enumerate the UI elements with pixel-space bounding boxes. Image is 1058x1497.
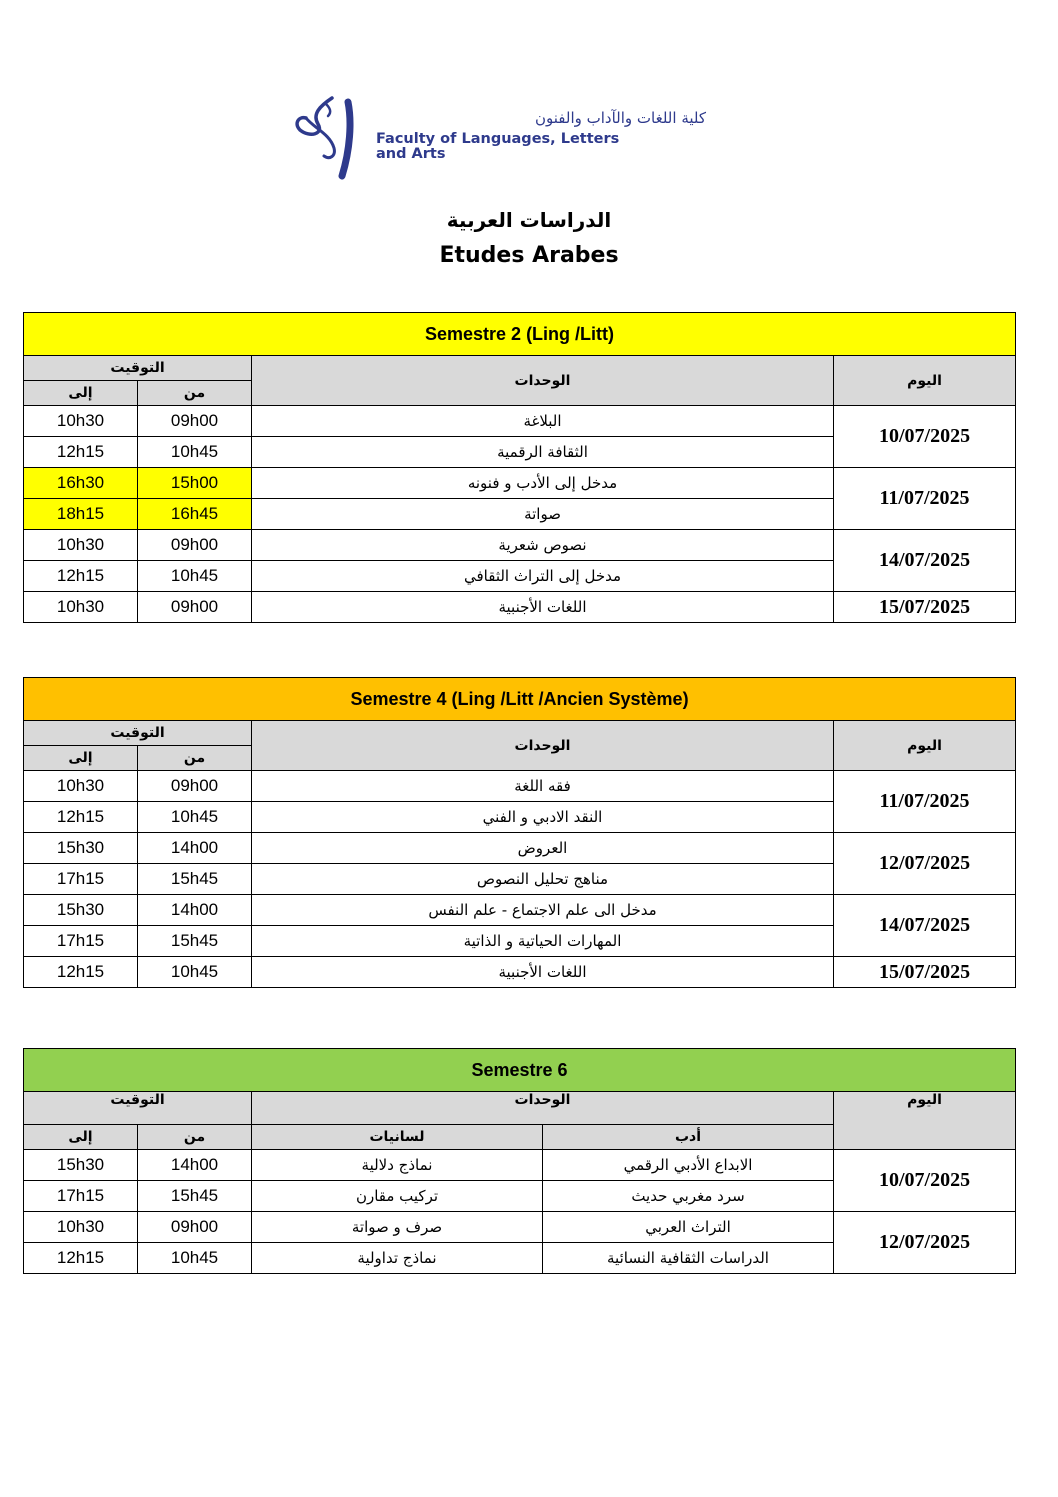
- faculty-logo: [290, 94, 720, 180]
- time-to: 18h15: [24, 499, 138, 530]
- time-from: 10h45: [138, 1243, 252, 1274]
- time-to: 12h15: [24, 802, 138, 833]
- unit-name: البلاغة: [252, 406, 834, 437]
- time-to: 10h30: [24, 1212, 138, 1243]
- time-from: 10h45: [138, 437, 252, 468]
- time-from: 15h00: [138, 468, 252, 499]
- exam-date: 14/07/2025: [834, 530, 1016, 592]
- unit-name: فقه اللغة: [252, 771, 834, 802]
- unit-name: مناهج تحليل النصوص: [252, 864, 834, 895]
- table-row: [24, 1212, 1016, 1243]
- time-to: 10h30: [24, 771, 138, 802]
- lisaniyat-header: لسانيات: [252, 1125, 543, 1150]
- time-from: 09h00: [138, 771, 252, 802]
- linguistics-unit: صرف و صواتة: [252, 1212, 543, 1243]
- time-from: 09h00: [138, 406, 252, 437]
- time-from: 15h45: [138, 926, 252, 957]
- exam-date: 12/07/2025: [834, 1212, 1016, 1274]
- faculty-emblem-icon: [290, 94, 360, 180]
- time-from: 09h00: [138, 592, 252, 623]
- time-from: 10h45: [138, 561, 252, 592]
- unit-name: مدخل الى علم الاجتماع - علم النفس: [252, 895, 834, 926]
- to-header: إلى: [24, 381, 138, 406]
- day-header: اليوم: [834, 356, 1016, 406]
- time-to: 15h30: [24, 833, 138, 864]
- page-title-arabic: الدراسات العربية: [446, 208, 612, 232]
- timing-header: التوقيت: [24, 356, 252, 381]
- semester6-title: Semestre 6: [24, 1049, 1016, 1092]
- logo-english-line2: and Arts: [376, 146, 446, 162]
- units-header: الوحدات: [252, 1092, 834, 1125]
- table-row: [24, 468, 1016, 499]
- linguistics-unit: نماذج دلالية: [252, 1150, 543, 1181]
- exam-date: 15/07/2025: [834, 592, 1016, 623]
- time-to: 12h15: [24, 1243, 138, 1274]
- table-row: [24, 957, 1016, 988]
- exam-date: 11/07/2025: [834, 468, 1016, 530]
- unit-name: المهارات الحياتية و الذاتية: [252, 926, 834, 957]
- logo-arabic-text: كلية اللغات والآداب والفنون: [535, 109, 706, 127]
- time-to: 16h30: [24, 468, 138, 499]
- unit-name: اللغات الأجنبية: [252, 957, 834, 988]
- to-header: إلى: [24, 746, 138, 771]
- table-row: [24, 833, 1016, 864]
- time-from: 14h00: [138, 1150, 252, 1181]
- timing-header: التوقيت: [24, 721, 252, 746]
- exam-date: 10/07/2025: [834, 1150, 1016, 1212]
- page-title-french: Etudes Arabes: [439, 243, 619, 268]
- time-from: 15h45: [138, 1181, 252, 1212]
- semester6-table: [23, 1048, 1016, 1274]
- time-to: 15h30: [24, 1150, 138, 1181]
- literature-unit: الدراسات الثقافية النسائية: [543, 1243, 834, 1274]
- day-header: اليوم: [834, 721, 1016, 771]
- table-row: [24, 771, 1016, 802]
- timing-header: التوقيت: [24, 1092, 252, 1125]
- linguistics-unit: تركيب مقارن: [252, 1181, 543, 1212]
- linguistics-unit: نماذج تداولية: [252, 1243, 543, 1274]
- unit-name: الثقافة الرقمية: [252, 437, 834, 468]
- semester2-title: Semestre 2 (Ling /Litt): [24, 313, 1016, 356]
- semester2-table: [23, 312, 1016, 623]
- unit-name: النقد الادبي و الفني: [252, 802, 834, 833]
- time-to: 12h15: [24, 957, 138, 988]
- literature-unit: سرد مغربي حديث: [543, 1181, 834, 1212]
- logo-english-text: [376, 132, 619, 162]
- time-from: 15h45: [138, 864, 252, 895]
- time-to: 17h15: [24, 1181, 138, 1212]
- time-from: 09h00: [138, 1212, 252, 1243]
- time-to: 12h15: [24, 437, 138, 468]
- literature-unit: التراث العربي: [543, 1212, 834, 1243]
- time-from: 16h45: [138, 499, 252, 530]
- table-row: [24, 895, 1016, 926]
- time-to: 15h30: [24, 895, 138, 926]
- table-row: [24, 406, 1016, 437]
- exam-date: 14/07/2025: [834, 895, 1016, 957]
- semester4-title: Semestre 4 (Ling /Litt /Ancien Système): [24, 678, 1016, 721]
- exam-date: 10/07/2025: [834, 406, 1016, 468]
- logo-english-line1: Faculty of Languages, Letters: [376, 131, 620, 147]
- time-to: 17h15: [24, 926, 138, 957]
- from-header: من: [138, 381, 252, 406]
- unit-name: العروض: [252, 833, 834, 864]
- time-from: 14h00: [138, 833, 252, 864]
- exam-date: 15/07/2025: [834, 957, 1016, 988]
- time-from: 09h00: [138, 530, 252, 561]
- time-to: 17h15: [24, 864, 138, 895]
- time-to: 10h30: [24, 406, 138, 437]
- time-from: 10h45: [138, 957, 252, 988]
- to-header: إلى: [24, 1125, 138, 1150]
- day-header: اليوم: [834, 1092, 1016, 1150]
- unit-name: نصوص شعرية: [252, 530, 834, 561]
- from-header: من: [138, 1125, 252, 1150]
- semester4-table: [23, 677, 1016, 988]
- unit-name: اللغات الأجنبية: [252, 592, 834, 623]
- unit-name: مدخل إلى الأدب و فنونه: [252, 468, 834, 499]
- table-row: [24, 592, 1016, 623]
- exam-date: 12/07/2025: [834, 833, 1016, 895]
- table-row: [24, 530, 1016, 561]
- time-to: 10h30: [24, 530, 138, 561]
- units-header: الوحدات: [252, 721, 834, 771]
- time-to: 12h15: [24, 561, 138, 592]
- exam-date: 11/07/2025: [834, 771, 1016, 833]
- unit-name: صواتة: [252, 499, 834, 530]
- from-header: من: [138, 746, 252, 771]
- time-from: 10h45: [138, 802, 252, 833]
- units-header: الوحدات: [252, 356, 834, 406]
- table-row: [24, 1150, 1016, 1181]
- time-to: 10h30: [24, 592, 138, 623]
- literature-unit: الابداع الأدبي الرقمي: [543, 1150, 834, 1181]
- time-from: 14h00: [138, 895, 252, 926]
- unit-name: مدخل إلى التراث الثقافي: [252, 561, 834, 592]
- adab-header: أدب: [543, 1125, 834, 1150]
